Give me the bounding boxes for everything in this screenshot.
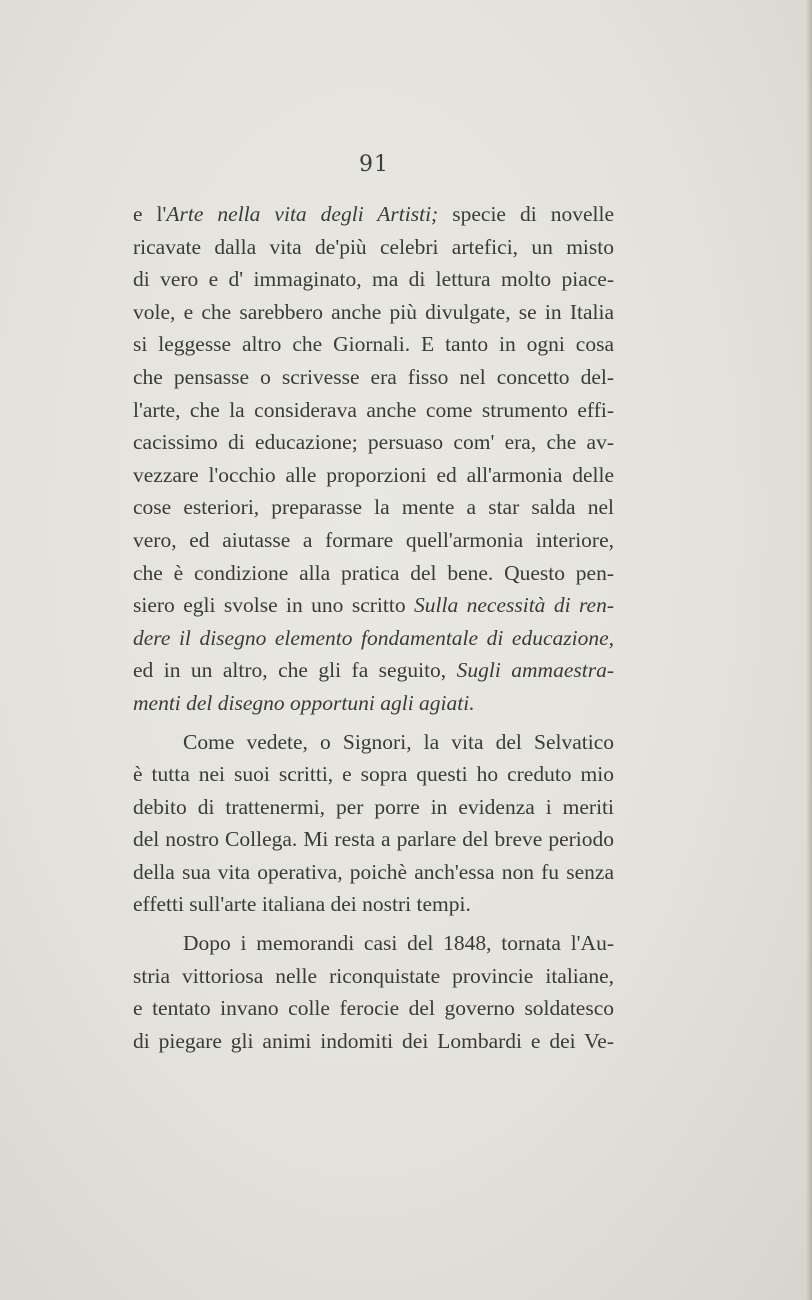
italic-title: Sulla necessità di ren- bbox=[414, 593, 614, 618]
text-line: ed in un altro, che gli fa seguito, Sugli ammaestra- bbox=[133, 658, 614, 683]
text-line: menti del disegno opportuni agli agiati. bbox=[133, 690, 475, 715]
text-line: è tutta nei suoi scritti, e sopra questi ho creduto mio bbox=[133, 762, 614, 787]
text-line: e tentato invano colle ferocie del governo soldatesco bbox=[133, 996, 614, 1021]
text-line: cose esteriori, preparasse la mente a star salda nel bbox=[133, 495, 614, 520]
text-line: del nostro Collega. Mi resta a parlare del breve periodo bbox=[133, 827, 614, 852]
text-line: si leggesse altro che Giornali. E tanto in ogni cosa bbox=[133, 332, 614, 357]
text-line: vezzare l'occhio alle proporzioni ed all'armonia delle bbox=[133, 462, 614, 487]
body-text bbox=[133, 198, 614, 1057]
text-line: vero, ed aiutasse a formare quell'armonia interiore, bbox=[133, 527, 614, 552]
page-edge bbox=[806, 0, 812, 1300]
paragraph-start: Come vedete, o Signori, la vita del Selvatico bbox=[183, 729, 614, 754]
text-line: ricavate dalla vita de'più celebri artefici, un misto bbox=[133, 234, 614, 259]
page-number: 91 bbox=[359, 152, 389, 177]
text-line: di piegare gli animi indomiti dei Lombardi e dei Ve- bbox=[133, 1028, 614, 1053]
text-line: l'arte, che la considerava anche come strumento effi- bbox=[133, 397, 614, 422]
text-line: della sua vita operativa, poichè anch'essa non fu senza bbox=[133, 859, 614, 884]
text-line: effetti sull'arte italiana dei nostri tempi. bbox=[133, 892, 471, 917]
text-line: che è condizione alla pratica del bene. Questo pen- bbox=[133, 560, 614, 585]
text-line: cacissimo di educazione; persuaso com' era, che av- bbox=[133, 430, 614, 455]
text-line: dere il disegno elemento fondamentale di educazione, bbox=[133, 625, 614, 650]
text-line: di vero e d' immaginato, ma di lettura molto piace- bbox=[133, 267, 614, 292]
text-line: stria vittoriosa nelle riconquistate provincie italiane, bbox=[133, 963, 614, 988]
text-line: che pensasse o scrivesse era fisso nel concetto del- bbox=[133, 364, 614, 389]
text-line: debito di trattenermi, per porre in evidenza i meriti bbox=[133, 794, 614, 819]
text-line: vole, e che sarebbero anche più divulgate, se in Italia bbox=[133, 299, 614, 324]
paragraph-start: Dopo i memorandi casi del 1848, tornata l'Au- bbox=[183, 931, 614, 956]
italic-title: Sugli ammaestra- bbox=[456, 658, 614, 683]
text-line: siero egli svolse in uno scritto Sulla necessità di ren- bbox=[133, 593, 614, 618]
text-line: e l'Arte nella vita degli Artisti; specie di novelle bbox=[133, 202, 614, 226]
italic-title: Arte nella vita degli Artisti; bbox=[166, 202, 439, 226]
